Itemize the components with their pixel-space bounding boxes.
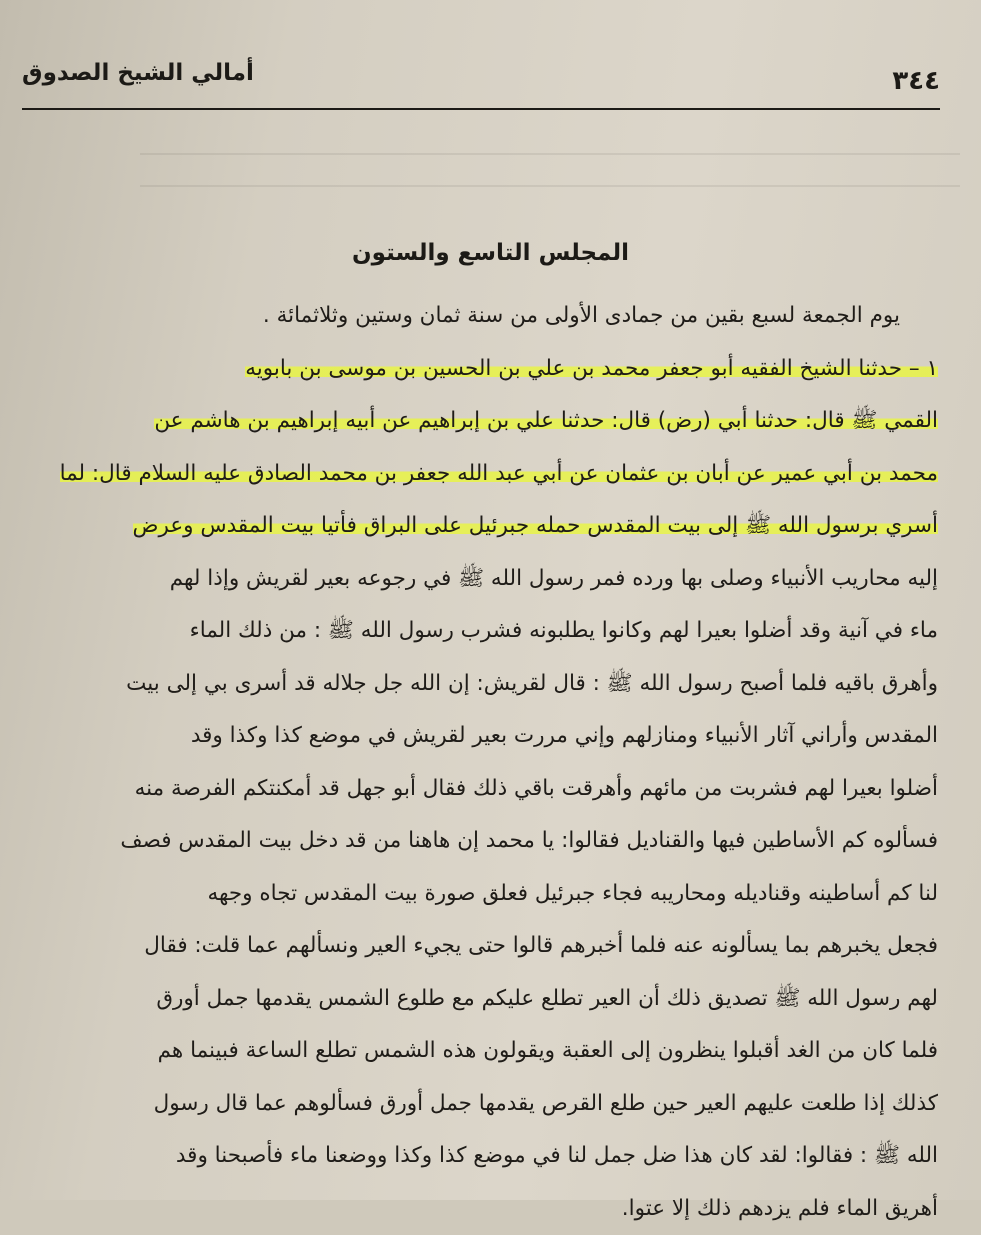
highlight-4: أسري برسول الله ﷺ إلى بيت المقدس حمله جبرئيل على البراق فأتيا بيت المقدس وعرض <box>133 513 939 538</box>
body-text <box>30 290 938 1235</box>
header-rule <box>22 108 940 110</box>
text-line-16: الله ﷺ : فقالوا: لقد كان هذا ضل جمل لنا في موضع كذا وكذا ووضعنا ماء فأصبحنا وقد <box>30 1130 938 1183</box>
text-line-6: ماء في آنية وقد أضلوا بعيرا لهم وكانوا يطلبونه فشرب رسول الله ﷺ : من ذلك الماء <box>30 605 938 658</box>
text-line-4 <box>30 500 938 553</box>
text-line-10: فسألوه كم الأساطين فيها والقناديل فقالوا: يا محمد إن هاهنا من قد دخل بيت المقدس فصف <box>30 815 938 868</box>
text-line-3 <box>30 448 938 501</box>
highlight-1: ١ – حدثنا الشيخ الفقيه أبو جعفر محمد بن علي بن الحسين بن موسى بن بابويه <box>245 356 938 381</box>
text-line-12: فجعل يخبرهم بما يسألونه عنه فلما أخبرهم قالوا حتى يجيء العير ونسألهم عما قلت: فقال <box>30 920 938 973</box>
text-line-9: أضلوا بعيرا لهم فشربت من مائهم وأهرقت باقي ذلك فقال أبو جهل قد أمكنتكم الفرصة منه <box>30 763 938 816</box>
text-line-14: فلما كان من الغد أقبلوا ينظرون إلى العقبة ويقولون هذه الشمس تطلع الساعة فبينما هم <box>30 1025 938 1078</box>
text-line-2 <box>30 395 938 448</box>
text-line-8: المقدس وأراني آثار الأنبياء ومنازلهم وإني مررت بعير لقريش في موضع كذا وكذا وقد <box>30 710 938 763</box>
highlight-2: القمي ﷺ قال: حدثنا أبي (رض) قال: حدثنا علي بن إبراهيم عن أبيه إبراهيم بن هاشم عن <box>154 408 938 433</box>
text-line-5: إليه محاريب الأنبياء وصلى بها ورده فمر رسول الله ﷺ في رجوعه بعير لقريش وإذا لهم <box>30 553 938 606</box>
page-header <box>22 52 940 114</box>
date-line: يوم الجمعة لسبع بقين من جمادى الأولى من سنة ثمان وستين وثلاثمائة . <box>30 290 938 343</box>
highlight-3: محمد بن أبي عمير عن أبان بن عثمان عن أبي عبد الله جعفر بن محمد الصادق عليه السلام قال: لما <box>60 461 938 486</box>
section-title: المجلس التاسع والستون <box>0 240 981 266</box>
text-line-17: أهريق الماء فلم يزدهم ذلك إلا عتوا. <box>30 1183 938 1235</box>
page-number: ٣٤٤ <box>892 66 940 96</box>
bleed-through-text <box>140 135 960 215</box>
text-line-15: كذلك إذا طلعت عليهم العير حين طلع القرص يقدمها جمل أورق فسألوهم عما قال رسول <box>30 1078 938 1131</box>
text-line-1 <box>30 343 938 396</box>
running-title: أمالي الشيخ الصدوق <box>22 60 254 86</box>
text-line-11: لنا كم أساطينه وقناديله ومحاريبه فجاء جبرئيل فعلق صورة بيت المقدس تجاه وجهه <box>30 868 938 921</box>
text-line-13: لهم رسول الله ﷺ تصديق ذلك أن العير تطلع عليكم مع طلوع الشمس يقدمها جمل أورق <box>30 973 938 1026</box>
text-line-7: وأهرق باقيه فلما أصبح رسول الله ﷺ : قال لقريش: إن الله جل جلاله قد أسرى بي إلى بيت <box>30 658 938 711</box>
